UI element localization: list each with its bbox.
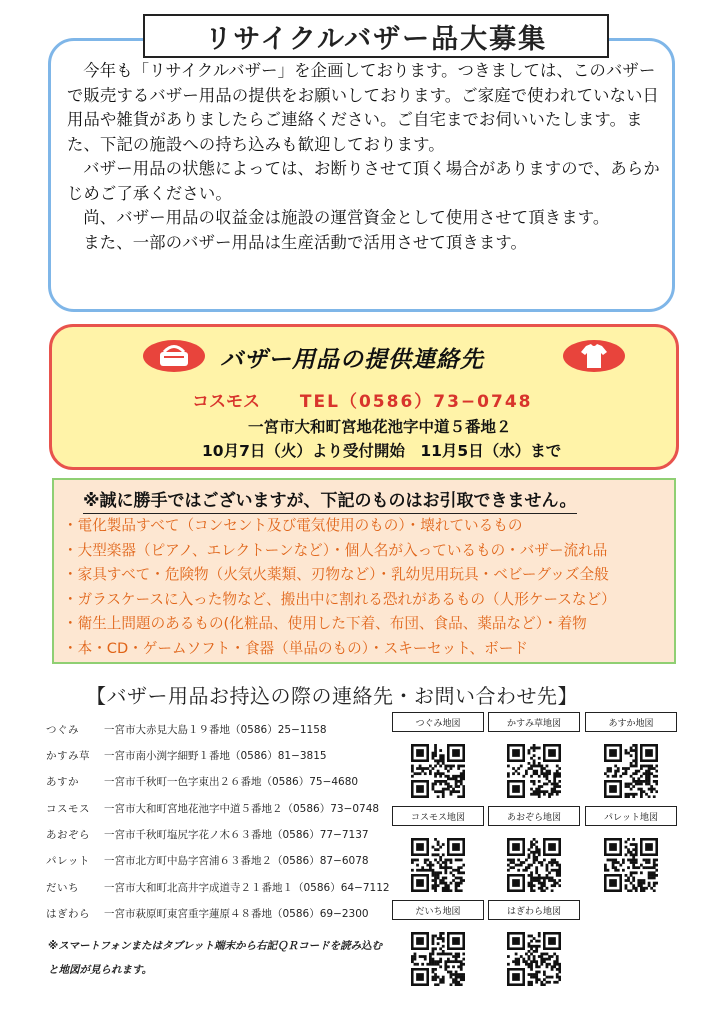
qr-code[interactable] — [507, 932, 561, 986]
location-info: 一宮市大赤見大島１９番地（0586）25−1158 — [104, 724, 327, 736]
location-info: 一宮市千秋町塩尻字花ノ木６３番地（0586）77−7137 — [104, 829, 369, 841]
location-name: コスモス — [46, 803, 90, 815]
intro-paragraph: また、一部のバザー用品は生産活動で活用させて頂きます。 — [83, 232, 527, 252]
location-name: パレット — [46, 855, 90, 867]
qr-pattern — [411, 744, 465, 798]
location-name: かすみ草 — [46, 750, 90, 762]
location-row — [46, 774, 358, 789]
qr-label: だいち地図 — [392, 900, 484, 920]
intro-paragraph: 今年も「リサイクルバザー」を企画しております。つきましては、このバザーで販売するバザー用品の提供をお願いしております。ご家庭で使われていない日用品や雑貨がありましたらご連絡ください。ご自宅までお伺いいたします。また、下記の施設への持ち込みも歓迎しております。 — [67, 61, 660, 154]
qr-card[interactable] — [585, 806, 677, 892]
qr-code[interactable] — [507, 838, 561, 892]
qr-code[interactable] — [411, 744, 465, 798]
qr-card[interactable] — [392, 712, 484, 798]
location-name: はぎわら — [46, 908, 90, 920]
refuse-heading: ※誠に勝手ではございますが、下記のものはお引取できません。 — [83, 486, 577, 514]
qr-pattern — [507, 932, 561, 986]
contact-period: 10月7日（火）より受付開始 11月5日（水）まで — [202, 442, 562, 460]
qr-label: あすか地図 — [585, 712, 677, 732]
location-row — [46, 748, 327, 763]
list-item: ・大型楽器（ピアノ、エレクトーンなど）・個人名が入っているもの・バザー流れ品 — [63, 541, 608, 559]
location-info: 一宮市大和町北高井字成道寺２１番地１（0586）64−7112 — [104, 882, 390, 894]
location-info: 一宮市大和町宮地花池字中道５番地２（0586）73−0748 — [104, 803, 380, 815]
page-title: リサイクルバザー品大募集 — [143, 14, 609, 58]
intro-section — [48, 38, 675, 312]
qr-code[interactable] — [604, 838, 658, 892]
location-name: だいち — [46, 882, 79, 894]
contact-header — [142, 339, 632, 373]
qr-pattern — [411, 838, 465, 892]
location-info: 一宮市北方町中島字宮浦６３番地２（0586）87−6078 — [104, 855, 369, 867]
contact-org: コスモス — [192, 392, 260, 412]
qr-code[interactable] — [411, 932, 465, 986]
qr-pattern — [604, 838, 658, 892]
intro-paragraph: 尚、バザー用品の収益金は施設の運営資金として使用させて頂きます。 — [83, 208, 610, 227]
shirt-icon — [562, 339, 626, 377]
intro-paragraph: バザー用品の状態によっては、お断りさせて頂く場合がありますので、あらかじめご了承ください。 — [67, 159, 660, 203]
qr-label: はぎわら地図 — [488, 900, 580, 920]
list-item: ・本・CD・ゲームソフト・食器（単品のもの）・スキーセット、ボード — [63, 639, 528, 657]
qr-note: ※スマートフォンまたはタブレット端末から右記ＱＲコードを読み込むと地図が見られます。 — [48, 940, 383, 976]
qr-code[interactable] — [507, 744, 561, 798]
qr-pattern — [507, 838, 561, 892]
qr-label: かすみ草地図 — [488, 712, 580, 732]
list-item: ・ガラスケースに入った物など、搬出中に割れる恐れがあるもの（人形ケースなど） — [63, 590, 616, 608]
location-name: つぐみ — [46, 724, 79, 736]
qr-pattern — [604, 744, 658, 798]
refuse-section — [52, 478, 676, 664]
qr-code[interactable] — [411, 838, 465, 892]
qr-card[interactable] — [585, 712, 677, 798]
refuse-list — [63, 514, 616, 662]
qr-label: つぐみ地図 — [392, 712, 484, 732]
qr-pattern — [507, 744, 561, 798]
contact-phone-line — [192, 387, 533, 412]
locations-heading: 【バザー用品お持込の際の連絡先・お問い合わせ先】 — [86, 684, 578, 708]
location-info: 一宮市千秋町一色字東出２６番地（0586）75−4680 — [104, 776, 359, 788]
location-row — [46, 906, 369, 921]
qr-card[interactable] — [392, 900, 484, 986]
contact-title: バザー用品の提供連絡先 — [220, 347, 484, 373]
contact-section — [49, 324, 679, 470]
contact-address: 一宮市大和町宮地花池字中道５番地２ — [248, 418, 512, 436]
list-item: ・衛生上問題のあるもの(化粧品、使用した下着、布団、食品、薬品など）・着物 — [63, 615, 587, 633]
qr-label: コスモス地図 — [392, 806, 484, 826]
location-row — [46, 853, 369, 868]
qr-card[interactable] — [488, 900, 580, 986]
list-item: ・家具すべて・危険物（火気火薬類、刃物など）・乳幼児用玩具・ベビーグッズ全般 — [63, 566, 609, 584]
location-row — [46, 801, 379, 816]
handbag-icon — [142, 339, 206, 377]
qr-pattern — [411, 932, 465, 986]
location-info: 一宮市萩原町東宮重字蓮原４８番地（0586）69−2300 — [104, 908, 369, 920]
location-row — [46, 880, 390, 895]
qr-card[interactable] — [392, 806, 484, 892]
qr-code[interactable] — [604, 744, 658, 798]
location-row — [46, 722, 327, 737]
qr-label: あおぞら地図 — [488, 806, 580, 826]
contact-tel: TEL（0586）73−0748 — [299, 392, 533, 412]
qr-label: パレット地図 — [585, 806, 677, 826]
location-name: あおぞら — [46, 829, 90, 841]
location-name: あすか — [46, 776, 79, 788]
location-row — [46, 827, 369, 842]
list-item: ・電化製品すべて（コンセント及び電気使用のもの）・壊れているもの — [63, 517, 523, 534]
location-info: 一宮市南小渕字細野１番地（0586）81−3815 — [104, 750, 327, 762]
qr-card[interactable] — [488, 712, 580, 798]
qr-card[interactable] — [488, 806, 580, 892]
